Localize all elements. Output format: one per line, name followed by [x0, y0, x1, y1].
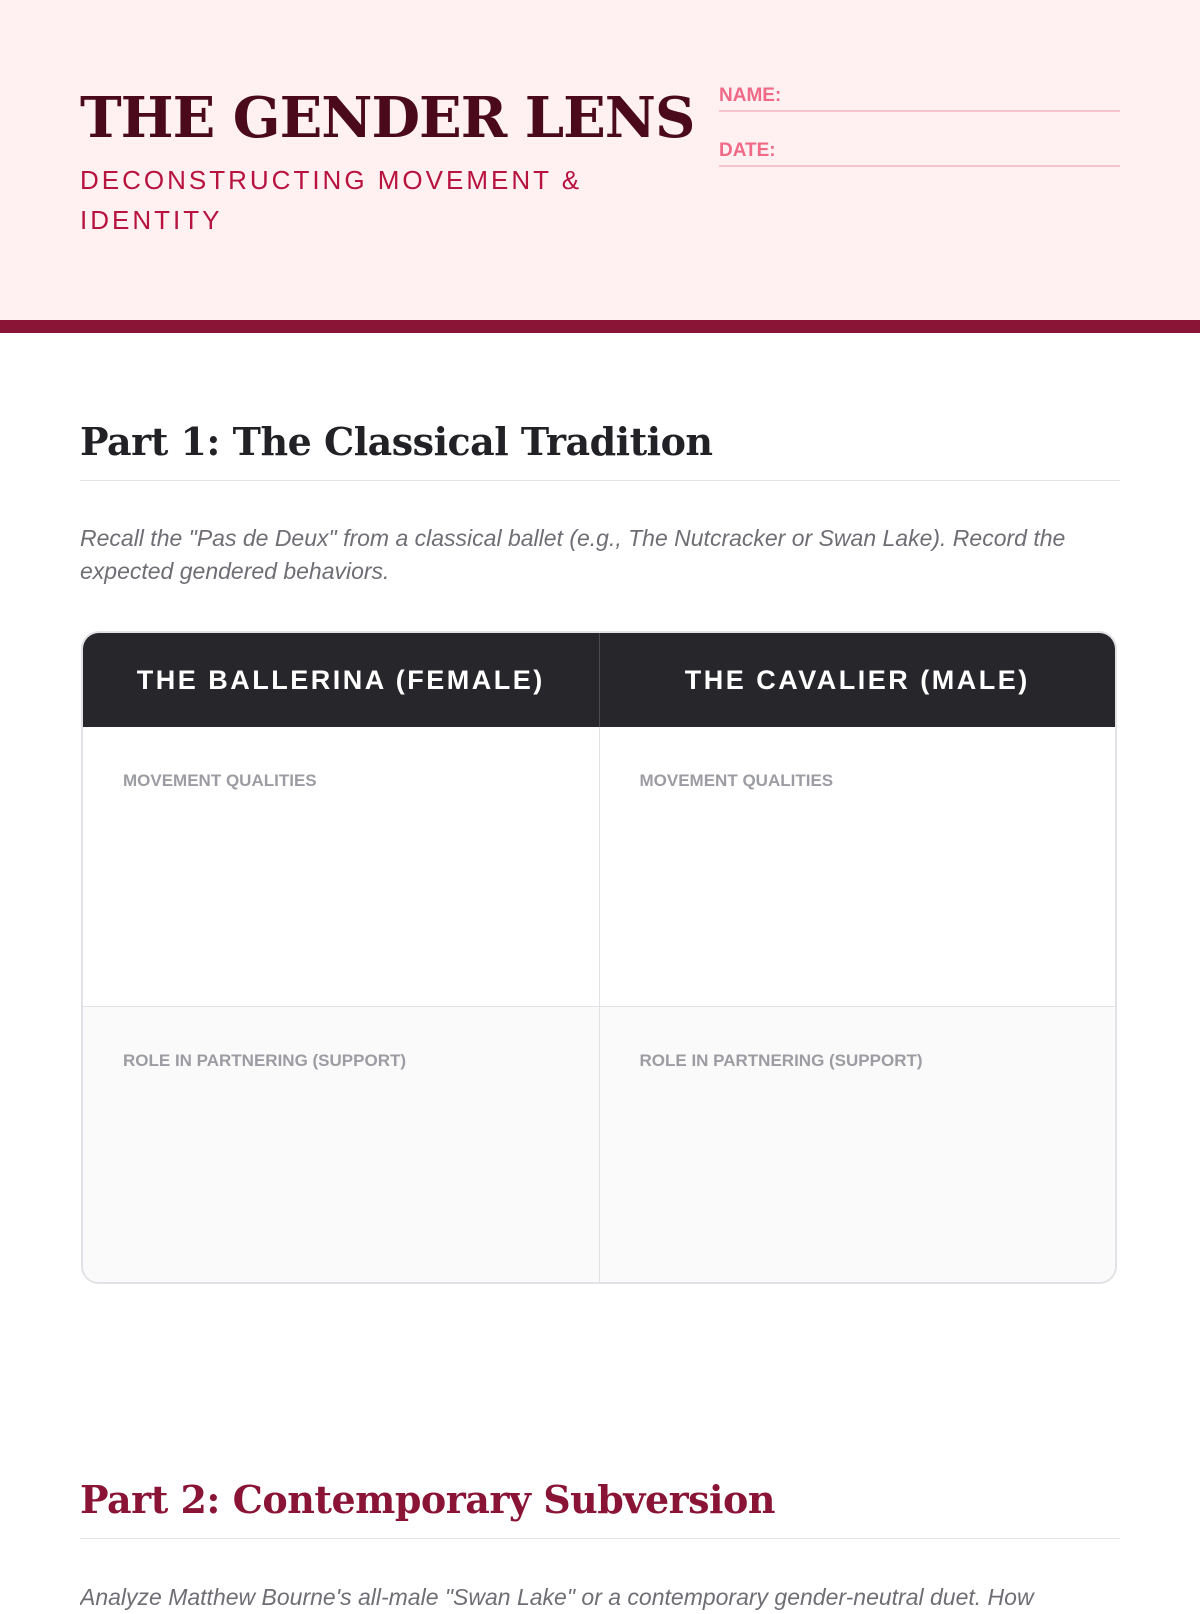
cavalier-movement-cell[interactable]	[599, 727, 1116, 1006]
table-row	[83, 727, 1115, 1006]
ballerina-partnering-cell[interactable]	[83, 1007, 599, 1284]
table-row	[83, 1006, 1115, 1284]
ballerina-movement-cell[interactable]	[83, 727, 599, 1006]
part-1-heading: Part 1: The Classical Tradition	[80, 416, 1120, 481]
part-2-instructions: Analyze Matthew Bourne's all-male "Swan Lake" or a contemporary gender-neutral duet. How	[80, 1584, 1034, 1610]
part-1-instructions: Recall the "Pas de Deux" from a classical ballet (e.g., The Nutcracker or Swan Lake). Record the expected gendered behaviors.	[80, 525, 1066, 584]
date-label: DATE:	[719, 140, 776, 161]
cell-label: ROLE IN PARTNERING (SUPPORT)	[639, 1051, 923, 1070]
part-2-heading: Part 2: Contemporary Subversion	[80, 1474, 1120, 1539]
column-header-ballerina: THE BALLERINA (FEMALE)	[136, 664, 545, 695]
name-field[interactable]	[719, 84, 1120, 112]
table-header-row	[83, 633, 1115, 727]
cell-label: ROLE IN PARTNERING (SUPPORT)	[123, 1051, 407, 1070]
worksheet-header	[0, 0, 1200, 333]
name-label: NAME:	[719, 85, 782, 106]
pas-de-deux-table	[81, 631, 1117, 1284]
cavalier-partnering-cell[interactable]	[599, 1007, 1116, 1284]
cell-label: MOVEMENT QUALITIES	[639, 771, 834, 790]
worksheet-subtitle: DECONSTRUCTING MOVEMENT & IDENTITY	[80, 165, 583, 235]
date-field[interactable]	[719, 139, 1120, 167]
column-header-cavalier: THE CAVALIER (MALE)	[599, 633, 1116, 727]
cell-label: MOVEMENT QUALITIES	[123, 771, 317, 790]
worksheet-title: THE GENDER LENS	[80, 85, 695, 151]
